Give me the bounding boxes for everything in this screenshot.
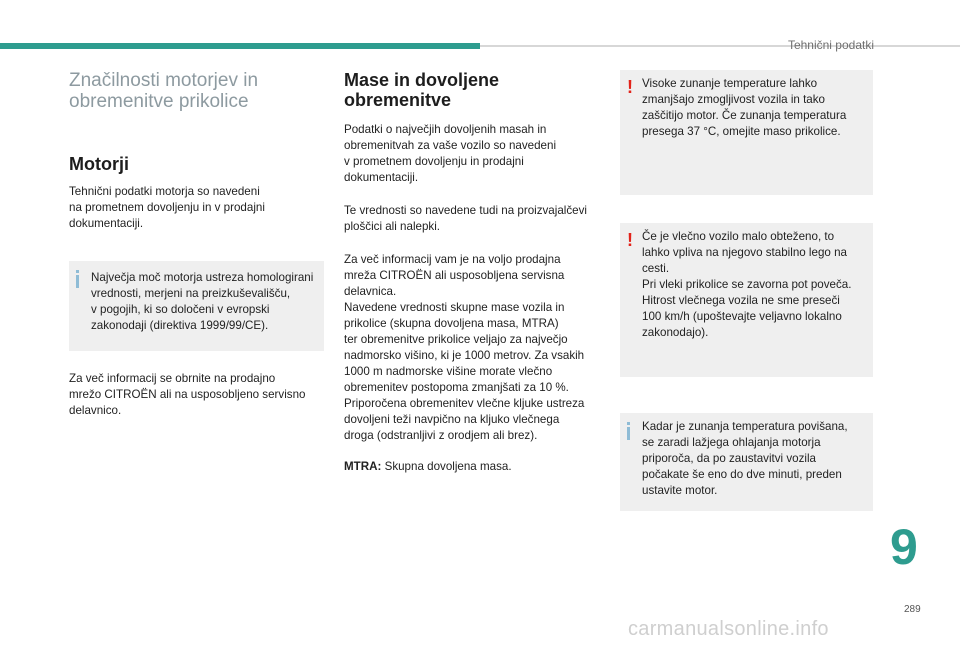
masses-paragraph-2: Te vrednosti so navedene tudi na proizvajalčevi ploščici ali nalepki. bbox=[344, 204, 587, 233]
masses-heading: Mase in dovoljene obremenitve bbox=[344, 70, 500, 110]
mtra-definition: MTRA: Skupna dovoljena masa. bbox=[344, 460, 512, 473]
chapter-header-title: Tehnični podatki bbox=[787, 38, 874, 52]
warning-icon: ! bbox=[627, 77, 633, 97]
masses-paragraph-1: Podatki o največjih dovoljenih masah in obremenitvah za vaše vozilo so navedeni v prometnem dovoljenju in prodajni dokumentaciji. bbox=[344, 123, 557, 184]
header-accent-bar bbox=[0, 43, 480, 49]
warning-icon: ! bbox=[627, 230, 633, 250]
contact-paragraph: Za več informacij se obrnite na prodajno mrežo CITROËN ali na usposobljeno servisno delavnico. bbox=[69, 372, 306, 417]
warning-box-high-temperature: ! Visoke zunanje temperature lahko zmanjšajo zmogljivost vozila in tako zaščitijo motor. Če zunanja temperatura presega 37 °C, omejite maso prikolice. bbox=[620, 70, 873, 195]
info-icon bbox=[627, 422, 630, 440]
section-title: Značilnosti motorjev in obremenitve prikolice bbox=[69, 70, 259, 112]
watermark: carmanualsonline.info bbox=[628, 618, 829, 640]
info-icon bbox=[76, 270, 79, 288]
engines-paragraph: Tehnični podatki motorja so navedeni na prometnem dovoljenju in v prodajni dokumentaciji. bbox=[69, 185, 265, 230]
column-engines bbox=[69, 70, 324, 419]
chapter-number: 9 bbox=[890, 519, 918, 575]
header-divider bbox=[480, 45, 960, 47]
column-masses bbox=[344, 70, 599, 475]
warning-box-towing: ! Če je vlečno vozilo malo obteženo, to lahko vpliva na njegovo stabilno lego na cesti. Pri vleki prikolice se zavorna pot poveča. Hitrost vlečnega vozila ne sme preseči 100 km/h (upoštevajte veljavno lokalno zakonodajo). bbox=[620, 223, 873, 377]
column-warnings bbox=[620, 70, 873, 511]
info-box-cooling: Kadar je zunanja temperatura povišana, se zaradi lažjega ohlajanja motorja priporoča, da po zaustavitvi vozila počakate še eno do dve minuti, preden ustavite motor. bbox=[620, 413, 873, 511]
page-number: 289 bbox=[904, 604, 921, 615]
info-box-engine-power: Največja moč motorja ustreza homologirani vrednosti, merjeni na preizkuševališču, v pogojih, ki so določeni v evropski zakonodaji (direktiva 1999/99/CE). bbox=[69, 261, 324, 351]
mtra-label: MTRA: bbox=[344, 460, 382, 473]
engines-heading: Motorji bbox=[69, 154, 129, 174]
masses-paragraph-3: Za več informacij vam je na voljo prodajna mreža CITROËN ali usposobljena servisna delavnica. Navedene vrednosti skupne mase vozila in prikolice (skupna dovoljena masa, MTRA) ter obremenitve prikolice veljajo za največjo nadmorsko višino, ki je 1000 metrov. Za vsakih 1000 m nadmorske višine morate vlečno obremenitev postopoma zmanjšati za 10 %. Priporočena obremenitev vlečne kljuke ustreza dovoljeni teži navpično na kljuko vlečnega droga (odstranljivi z orodjem ali brez). bbox=[344, 253, 585, 442]
